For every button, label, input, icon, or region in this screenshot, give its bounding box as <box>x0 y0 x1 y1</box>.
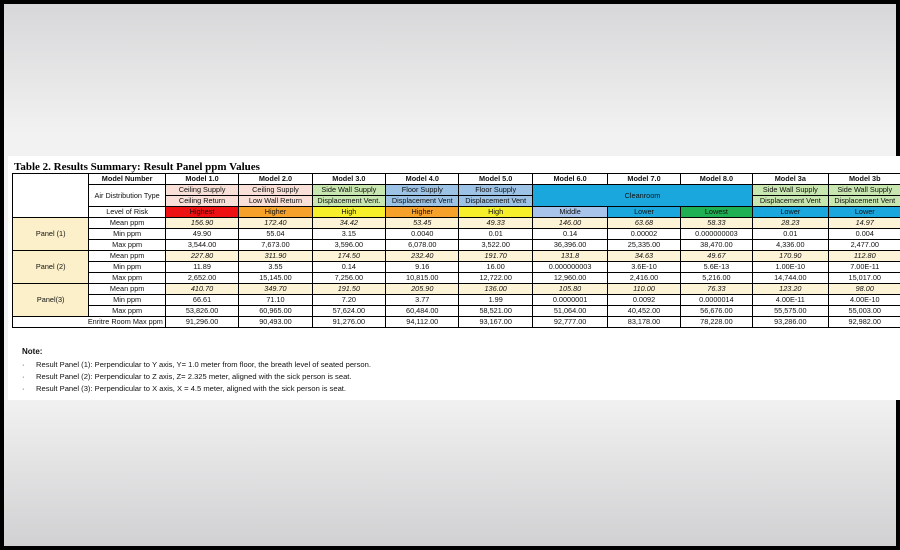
value-cell: 63.68 <box>608 218 680 229</box>
risk-badge: High <box>459 207 532 218</box>
value-cell: 0.0000014 <box>680 295 752 306</box>
results-table <box>12 173 900 328</box>
value-cell: 0.0092 <box>608 295 680 306</box>
value-cell: 0.0040 <box>386 229 459 240</box>
value-cell: 92,982.00 <box>828 317 900 328</box>
value-cell: 16.00 <box>459 262 532 273</box>
value-cell: 3.55 <box>239 262 312 273</box>
model-header: Model 5.0 <box>459 174 532 185</box>
table-row <box>13 295 900 306</box>
notes-heading: Note: <box>22 347 43 356</box>
value-cell: 170.90 <box>753 251 828 262</box>
value-cell: 5.6E-13 <box>680 262 752 273</box>
metric-label: Max ppm <box>89 306 165 317</box>
value-cell: 146.00 <box>532 218 607 229</box>
value-cell: 191.70 <box>459 251 532 262</box>
value-cell: 136.00 <box>459 284 532 295</box>
value-cell: 14,744.00 <box>753 273 828 284</box>
value-cell: 4.00E-11 <box>753 295 828 306</box>
value-cell: 28.23 <box>753 218 828 229</box>
model-header: Model 2.0 <box>239 174 312 185</box>
value-cell: 174.50 <box>312 251 385 262</box>
metric-label: Min ppm <box>89 262 165 273</box>
value-cell: 3.77 <box>386 295 459 306</box>
value-cell: 311.90 <box>239 251 312 262</box>
value-cell: 14.97 <box>828 218 900 229</box>
model-header: Model 4.0 <box>386 174 459 185</box>
supply-row <box>13 185 900 196</box>
risk-badge: Highest <box>165 207 238 218</box>
value-cell: 0.0000001 <box>532 295 607 306</box>
value-cell: 123.20 <box>753 284 828 295</box>
risk-badge: Lower <box>753 207 828 218</box>
supply-cell: Floor Supply <box>459 185 532 196</box>
model-header: Model 3b <box>828 174 900 185</box>
value-cell: 9.16 <box>386 262 459 273</box>
note-item: · Result Panel (1): Perpendicular to Y axis, Y= 1.0 meter from floor, the breath level of seated person. <box>22 359 371 371</box>
supply-cell: Side Wall Supply <box>828 185 900 196</box>
value-cell: 53,826.00 <box>165 306 238 317</box>
value-cell: 0.14 <box>532 229 607 240</box>
value-cell: 1.99 <box>459 295 532 306</box>
value-cell: 76.33 <box>680 284 752 295</box>
risk-badge: Lower <box>828 207 900 218</box>
table-row <box>13 218 900 229</box>
supply-cell: Side Wall Supply <box>753 185 828 196</box>
value-cell: 110.00 <box>608 284 680 295</box>
value-cell: 3,596.00 <box>312 240 385 251</box>
table-row <box>13 306 900 317</box>
notes-section <box>22 346 371 395</box>
table-row <box>13 262 900 273</box>
value-cell: 38,470.00 <box>680 240 752 251</box>
value-cell: 349.70 <box>239 284 312 295</box>
value-cell: 60,965.00 <box>239 306 312 317</box>
value-cell: 40,452.00 <box>608 306 680 317</box>
value-cell: 83,178.00 <box>608 317 680 328</box>
return-cell: Displacement Vent. <box>312 196 385 207</box>
metric-label: Max ppm <box>89 240 165 251</box>
value-cell: 93,167.00 <box>459 317 532 328</box>
value-cell: 410.70 <box>165 284 238 295</box>
document-page <box>8 156 900 400</box>
value-cell: 3,544.00 <box>165 240 238 251</box>
value-cell: 2,652.00 <box>165 273 238 284</box>
supply-cell: Side Wall Supply <box>312 185 385 196</box>
value-cell: 92,777.00 <box>532 317 607 328</box>
risk-badge: Higher <box>239 207 312 218</box>
value-cell: 49.33 <box>459 218 532 229</box>
value-cell: 232.40 <box>386 251 459 262</box>
value-cell: 112.80 <box>828 251 900 262</box>
model-number-label: Model Number <box>89 174 165 185</box>
metric-label: Min ppm <box>89 229 165 240</box>
value-cell: 3.15 <box>312 229 385 240</box>
value-cell: 10,815.00 <box>386 273 459 284</box>
value-cell: 4.00E-10 <box>828 295 900 306</box>
value-cell: 0.01 <box>459 229 532 240</box>
supply-cell: Floor Supply <box>386 185 459 196</box>
value-cell: 90,493.00 <box>239 317 312 328</box>
table-row <box>13 240 900 251</box>
note-item: · Result Panel (3): Perpendicular to X axis, X = 4.5 meter, aligned with the sick person is seat. <box>22 383 371 395</box>
table-row <box>13 229 900 240</box>
room-max-row <box>13 317 900 328</box>
value-cell: 58.33 <box>680 218 752 229</box>
metric-label: Min ppm <box>89 295 165 306</box>
metric-label: Mean ppm <box>89 251 165 262</box>
value-cell: 7.20 <box>312 295 385 306</box>
value-cell: 5,216.00 <box>680 273 752 284</box>
value-cell: 2,416.00 <box>608 273 680 284</box>
value-cell: 78,228.00 <box>680 317 752 328</box>
risk-badge: Lower <box>608 207 680 218</box>
value-cell: 172.40 <box>239 218 312 229</box>
value-cell: 53.45 <box>386 218 459 229</box>
panel-label: Panel (2) <box>13 251 89 284</box>
value-cell: 55,575.00 <box>753 306 828 317</box>
value-cell: 56,676.00 <box>680 306 752 317</box>
air-distribution-label: Air Distribution Type <box>89 185 165 207</box>
table-row <box>13 284 900 295</box>
value-cell: 7,256.00 <box>312 273 385 284</box>
supply-cell: Ceiling Supply <box>165 185 238 196</box>
value-cell: 49.90 <box>165 229 238 240</box>
value-cell: 57,624.00 <box>312 306 385 317</box>
table-row <box>13 251 900 262</box>
model-header: Model 3a <box>753 174 828 185</box>
value-cell: 7,673.00 <box>239 240 312 251</box>
risk-row <box>13 207 900 218</box>
value-cell: 7.00E-11 <box>828 262 900 273</box>
return-cell: Ceiling Return <box>165 196 238 207</box>
risk-badge: High <box>312 207 385 218</box>
value-cell: 71.10 <box>239 295 312 306</box>
model-number-row <box>13 174 900 185</box>
value-cell: 25,335.00 <box>608 240 680 251</box>
value-cell: 11.89 <box>165 262 238 273</box>
return-cell: Displacement Vent <box>459 196 532 207</box>
return-cell: Displacement Vent <box>386 196 459 207</box>
model-header: Model 3.0 <box>312 174 385 185</box>
corner-cell <box>13 174 89 218</box>
supply-cell: Ceiling Supply <box>239 185 312 196</box>
value-cell: 34.63 <box>608 251 680 262</box>
value-cell: 91,296.00 <box>165 317 238 328</box>
value-cell: 98.00 <box>828 284 900 295</box>
table-title: Table 2. Results Summary: Result Panel ppm Values <box>14 161 260 173</box>
return-cell: Displacement Vent <box>753 196 828 207</box>
model-header: Model 6.0 <box>532 174 607 185</box>
return-cell: Displacement Vent <box>828 196 900 207</box>
value-cell: 55,003.00 <box>828 306 900 317</box>
value-cell: 3.6E-10 <box>608 262 680 273</box>
value-cell: 205.90 <box>386 284 459 295</box>
value-cell: 55.04 <box>239 229 312 240</box>
risk-badge: Lowest <box>680 207 752 218</box>
value-cell: 49.67 <box>680 251 752 262</box>
value-cell: 227.80 <box>165 251 238 262</box>
panel-label: Panel(3) <box>13 284 89 317</box>
value-cell: 0.00002 <box>608 229 680 240</box>
table-row <box>13 273 900 284</box>
value-cell: 131.8 <box>532 251 607 262</box>
value-cell: 0.14 <box>312 262 385 273</box>
value-cell: 51,064.00 <box>532 306 607 317</box>
model-header: Model 1.0 <box>165 174 238 185</box>
value-cell: 4,336.00 <box>753 240 828 251</box>
value-cell: 60,484.00 <box>386 306 459 317</box>
value-cell: 0.000000003 <box>680 229 752 240</box>
note-item: · Result Panel (2): Perpendicular to Z axis, Z= 2.325 meter, aligned with the sick person is seat. <box>22 371 371 383</box>
metric-label: Mean ppm <box>89 284 165 295</box>
value-cell: 36,396.00 <box>532 240 607 251</box>
risk-badge: Higher <box>386 207 459 218</box>
value-cell: 6,078.00 <box>386 240 459 251</box>
metric-label: Max ppm <box>89 273 165 284</box>
metric-label: Mean ppm <box>89 218 165 229</box>
value-cell: 1.00E-10 <box>753 262 828 273</box>
value-cell: 66.61 <box>165 295 238 306</box>
value-cell: 2,477.00 <box>828 240 900 251</box>
value-cell: 105.80 <box>532 284 607 295</box>
value-cell: 58,521.00 <box>459 306 532 317</box>
risk-label: Level of Risk <box>89 207 165 218</box>
value-cell: 12,722.00 <box>459 273 532 284</box>
value-cell: 12,960.00 <box>532 273 607 284</box>
value-cell: 0.004 <box>828 229 900 240</box>
value-cell: 191.50 <box>312 284 385 295</box>
value-cell: 3,522.00 <box>459 240 532 251</box>
return-cell: Low Wall Return <box>239 196 312 207</box>
cleanroom-cell: Cleanroom <box>532 185 752 207</box>
model-header: Model 7.0 <box>608 174 680 185</box>
value-cell: 93,286.00 <box>753 317 828 328</box>
value-cell: 0.01 <box>753 229 828 240</box>
value-cell: 34.42 <box>312 218 385 229</box>
value-cell: 156.90 <box>165 218 238 229</box>
value-cell: 0.000000003 <box>532 262 607 273</box>
value-cell: 15,145.00 <box>239 273 312 284</box>
value-cell: 15,017.00 <box>828 273 900 284</box>
value-cell: 94,112.00 <box>386 317 459 328</box>
panel-label: Panel (1) <box>13 218 89 251</box>
value-cell: 91,276.00 <box>312 317 385 328</box>
room-max-label: Enritre Room Max ppm <box>13 317 166 328</box>
model-header: Model 8.0 <box>680 174 752 185</box>
risk-badge: Middle <box>532 207 607 218</box>
